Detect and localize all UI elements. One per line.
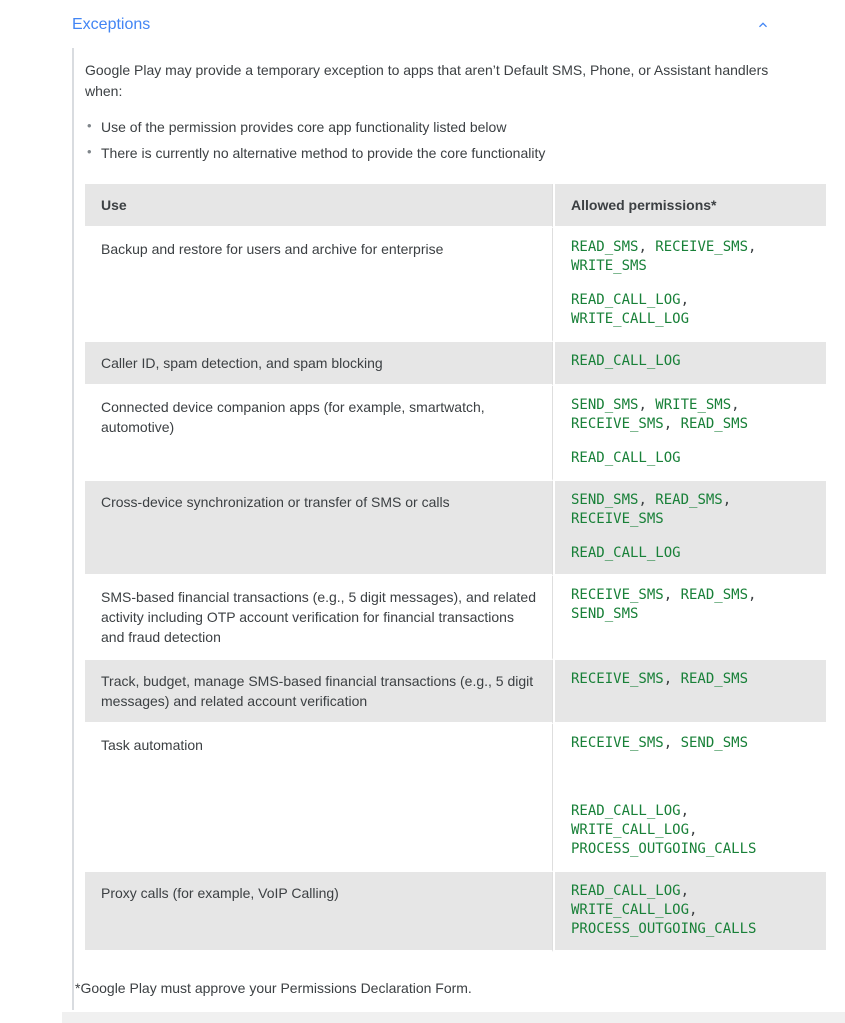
permission-group [571,291,810,329]
permission-separator: , [663,587,681,603]
use-cell: Track, budget, manage SMS-based financial transactions (e.g., 5 digit messages) and related account verification [85,660,553,724]
permission-code: WRITE_CALL_LOG [571,822,690,838]
permission-separator: , [680,292,690,308]
permission-code: READ_SMS [680,671,749,687]
section-header[interactable] [72,14,772,36]
permission-group [571,449,810,468]
use-cell: Cross-device synchronization or transfer of SMS or calls [85,481,553,576]
conditions-list [85,117,775,163]
permission-code: READ_SMS [680,587,749,603]
use-cell: Caller ID, spam detection, and spam blocking [85,342,553,386]
permission-code: RECEIVE_SMS [571,587,664,603]
intro-paragraph: Google Play may provide a temporary exception to apps that aren’t Default SMS, Phone, or Assistant handlers when: [85,62,769,99]
table-body [85,228,826,952]
use-cell: Task automation [85,724,553,872]
permission-group [571,670,810,689]
table-row [85,724,826,872]
permission-code: READ_CALL_LOG [571,292,681,308]
permission-group [571,802,810,859]
permission-code: SEND_SMS [571,397,639,413]
permission-code: PROCESS_OUTGOING_CALLS [571,921,757,937]
permission-code: READ_CALL_LOG [571,545,681,561]
permission-code: RECEIVE_SMS [655,239,749,255]
permission-group [571,734,810,753]
permission-separator: , [663,671,681,687]
permission-group [571,352,810,371]
permission-separator: , [638,492,656,508]
permission-code: SEND_SMS [571,606,639,622]
use-cell: Proxy calls (for example, VoIP Calling) [85,872,553,952]
permission-code: RECEIVE_SMS [571,735,664,751]
permission-separator: , [663,416,681,432]
permission-code: READ_SMS [680,416,749,432]
permission-code: SEND_SMS [680,735,749,751]
permission-separator: , [748,239,757,255]
permission-separator: , [638,397,656,413]
permission-code: RECEIVE_SMS [571,416,664,432]
permission-separator: , [731,397,740,413]
list-item: • There is currently no alternative method to provide the core functionality [85,143,775,163]
permission-code: READ_CALL_LOG [571,803,681,819]
table-row [85,386,826,481]
use-cell: Connected device companion apps (for example, smartwatch, automotive) [85,386,553,481]
permissions-table [85,184,826,952]
permissions-cell [553,872,826,952]
permission-separator: , [680,803,690,819]
section-title[interactable]: Exceptions [72,16,151,33]
permissions-cell [553,660,826,724]
collapse-section-button[interactable] [754,16,772,34]
permission-separator: , [663,735,681,751]
chevron-up-icon [755,17,771,33]
permission-group [571,882,810,939]
permission-code: READ_CALL_LOG [571,883,681,899]
permission-separator: , [722,492,732,508]
permission-code: RECEIVE_SMS [571,671,664,687]
permission-separator: , [689,902,698,918]
permission-separator: , [638,239,656,255]
permission-code: WRITE_CALL_LOG [571,902,690,918]
permission-group [571,396,810,434]
permission-separator: , [689,822,698,838]
permission-code: READ_CALL_LOG [571,353,681,369]
permission-code: WRITE_CALL_LOG [571,311,690,327]
permission-code: RECEIVE_SMS [571,511,664,527]
table-row [85,342,826,386]
section-content [72,48,845,1010]
use-cell: Backup and restore for users and archive for enterprise [85,228,553,342]
permission-group [571,491,810,529]
permission-code: WRITE_SMS [655,397,732,413]
table-row [85,228,826,342]
table-row [85,481,826,576]
use-column-header: Use [85,184,553,228]
next-section-strip [62,1012,845,1023]
permission-code: READ_SMS [655,492,723,508]
permissions-cell [553,386,826,481]
use-cell: SMS-based financial transactions (e.g., 5 digit messages), and related activity including OTP account verification for financial transactions and fraud detection [85,576,553,660]
permissions-column-header: Allowed permissions* [553,184,826,228]
permissions-cell [553,228,826,342]
table-row [85,660,826,724]
permission-group [571,238,810,276]
table-row [85,872,826,952]
permission-separator: , [748,587,757,603]
permission-separator: , [680,883,690,899]
permissions-cell [553,576,826,660]
table-row [85,576,826,660]
permission-code: PROCESS_OUTGOING_CALLS [571,841,757,857]
permission-group [571,586,810,624]
footnote: *Google Play must approve your Permissions Declaration Form. [75,980,472,996]
permissions-cell [553,481,826,576]
list-item: • Use of the permission provides core app functionality listed below [85,117,775,137]
permission-code: READ_SMS [571,239,639,255]
permissions-cell [553,724,826,872]
permission-spacer [571,768,810,787]
permission-group [571,544,810,563]
permission-code: WRITE_SMS [571,258,647,274]
permission-code: SEND_SMS [571,492,639,508]
permission-code: READ_CALL_LOG [571,450,681,466]
table-header-row [85,184,826,228]
permissions-cell [553,342,826,386]
